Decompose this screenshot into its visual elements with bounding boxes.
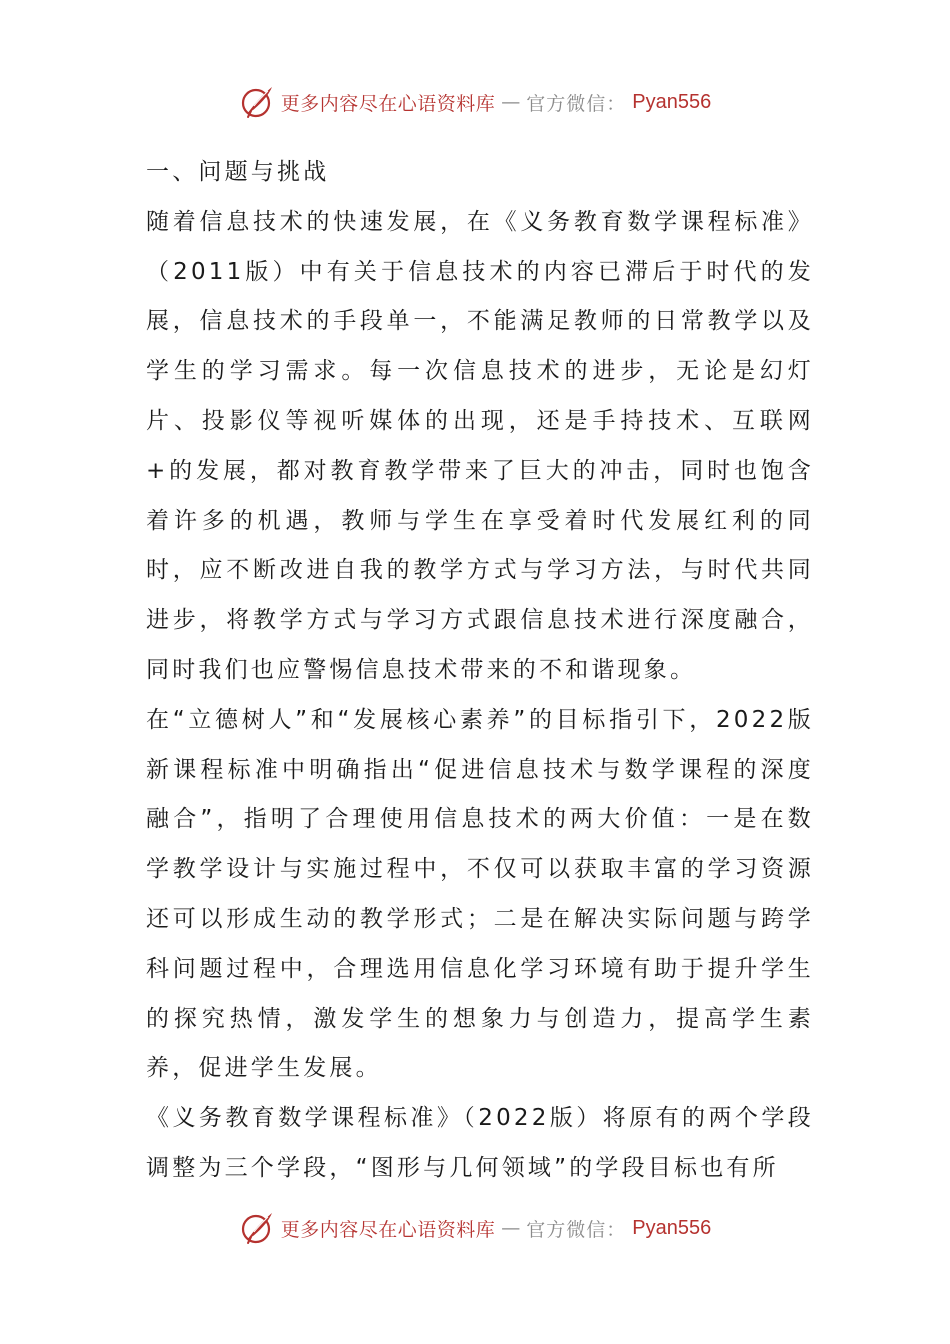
footer-watermark-banner <box>0 1206 950 1250</box>
document-body <box>146 148 814 1194</box>
banner-wechat-label: 官方微信： <box>526 1218 627 1241</box>
quill-logo-icon <box>239 1210 275 1246</box>
banner-main-text: 更多内容尽在心语资料库 <box>280 92 496 115</box>
banner-dash: — <box>501 91 521 113</box>
paragraph-1: 随着信息技术的快速发展，在《义务教育数学课程标准》（2011版）中有关于信息技术的内容已滞后于时代的发展，信息技术的手段单一，不能满足教师的日常教学以及学生的学习需求。每一次信息技术的进步，无论是幻灯片、投影仪等视听媒体的出现，还是手持技术、互联网+的发展，都对教育教学带来了巨大的冲击，同时也饱含着许多的机遇，教师与学生在享受着时代发展红利的同时，应不断改进自我的教学方式与学习方法，与时代共同进步，将教学方式与学习方式跟信息技术进行深度融合，同时我们也应警惕信息技术带来的不和谐现象。 <box>146 208 814 683</box>
banner-wechat-label: 官方微信： <box>526 92 627 115</box>
quill-logo-icon <box>239 84 275 120</box>
banner-wechat-id: Pyan556 <box>632 1216 712 1239</box>
header-watermark-banner <box>0 80 950 124</box>
section-heading: 一、问题与挑战 <box>146 159 330 185</box>
paragraph-3: 《义务教育数学课程标准》（2022版）将原有的两个学段调整为三个学段，“图形与几何领域”的学段目标也有所 <box>146 1105 814 1181</box>
banner-main-text: 更多内容尽在心语资料库 <box>280 1218 496 1241</box>
banner-wechat-id: Pyan556 <box>632 90 712 113</box>
banner-dash: — <box>501 1217 521 1239</box>
paragraph-2: 在“立德树人”和“发展核心素养”的目标指引下，2022版新课程标准中明确指出“促进信息技术与数学课程的深度融合”，指明了合理使用信息技术的两大价值：一是在数学教学设计与实施过程中，不仅可以获取丰富的学习资源还可以形成生动的教学形式；二是在解决实际问题与跨学科问题过程中，合理选用信息化学习环境有助于提升学生的探究热情，激发学生的想象力与创造力，提高学生素养，促进学生发展。 <box>146 706 814 1082</box>
